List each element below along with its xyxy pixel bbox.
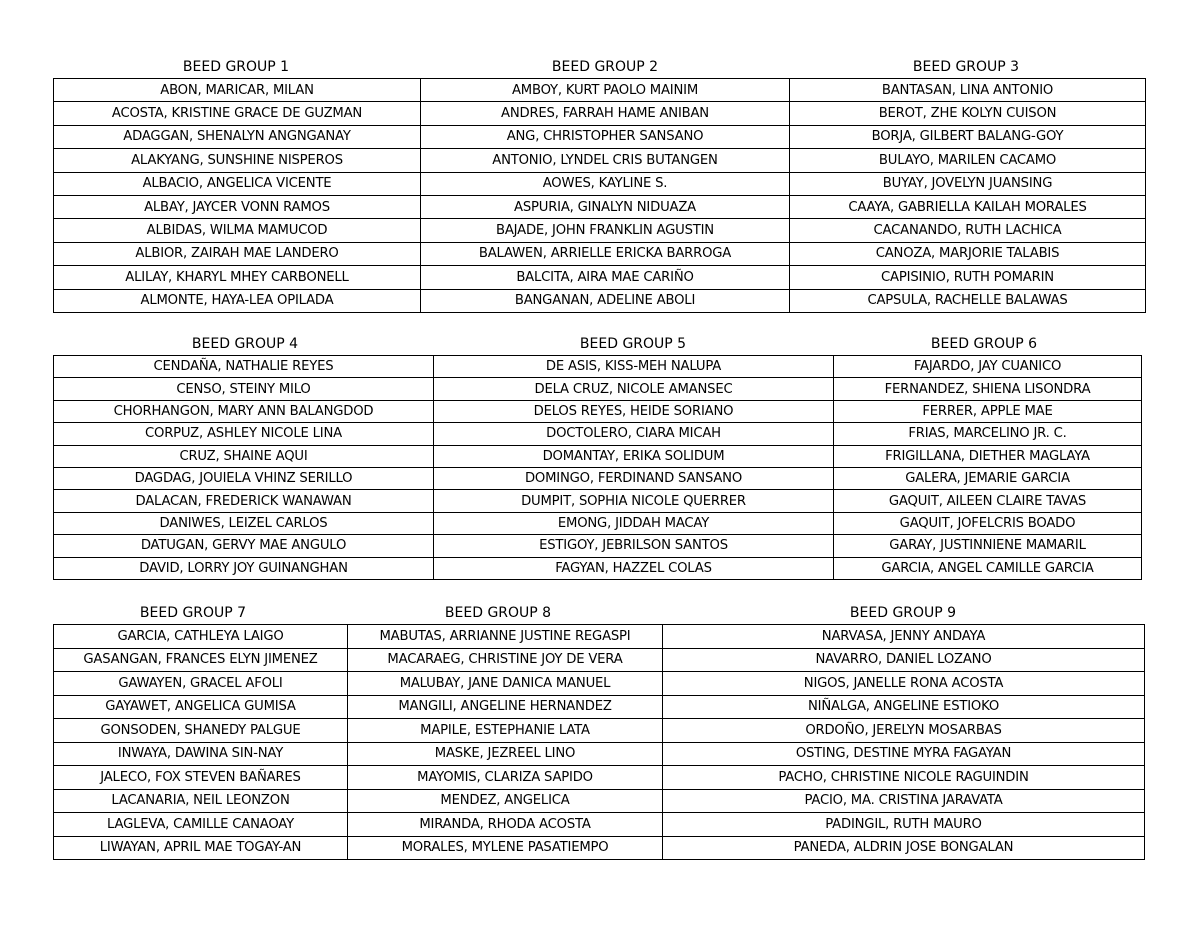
group-title: BEED GROUP 6 [930, 336, 1038, 352]
student-name: OSTING, DESTINE MYRA FAGAYAN [663, 742, 1145, 766]
group-headers [53, 333, 1141, 355]
table-row [54, 125, 1146, 148]
student-name: MORALES, MYLENE PASATIEMPO [348, 836, 663, 860]
student-name: PANEDA, ALDRIN JOSE BONGALAN [663, 836, 1145, 860]
student-name: ASPURIA, GINALYN NIDUAZA [421, 195, 790, 218]
group-block-1 [53, 56, 1146, 313]
student-name: MABUTAS, ARRIANNE JUSTINE REGASPI [348, 625, 663, 649]
student-name: DOCTOLERO, CIARA MICAH [434, 423, 834, 445]
student-name: ABON, MARICAR, MILAN [54, 79, 421, 102]
student-name: ORDOÑO, JERELYN MOSARBAS [663, 719, 1145, 743]
roster-table [53, 624, 1145, 860]
student-name: NIGOS, JANELLE RONA ACOSTA [663, 672, 1145, 696]
student-name: BORJA, GILBERT BALANG-GOY [790, 125, 1146, 148]
student-name: FAJARDO, JAY CUANICO [834, 356, 1142, 378]
student-name: BEROT, ZHE KOLYN CUISON [790, 102, 1146, 125]
student-name: MAYOMIS, CLARIZA SAPIDO [348, 766, 663, 790]
student-name: BANTASAN, LINA ANTONIO [790, 79, 1146, 102]
student-name: ALAKYANG, SUNSHINE NISPEROS [54, 149, 421, 172]
student-name: NIÑALGA, ANGELINE ESTIOKO [663, 695, 1145, 719]
group-title: BEED GROUP 1 [182, 59, 290, 75]
student-name: CAPSULA, RACHELLE BALAWAS [790, 289, 1146, 312]
student-name: ADAGGAN, SHENALYN ANGNGANAY [54, 125, 421, 148]
student-name: FRIAS, MARCELINO JR. C. [834, 423, 1142, 445]
student-name: DE ASIS, KISS-MEH NALUPA [434, 356, 834, 378]
table-row [54, 719, 1145, 743]
student-name: CORPUZ, ASHLEY NICOLE LINA [54, 423, 434, 445]
table-row [54, 789, 1145, 813]
student-name: INWAYA, DAWINA SIN-NAY [54, 742, 348, 766]
student-name: CRUZ, SHAINE AQUI [54, 445, 434, 467]
table-row [54, 535, 1142, 557]
table-row [54, 423, 1142, 445]
student-name: CAAYA, GABRIELLA KAILAH MORALES [790, 195, 1146, 218]
student-name: ANTONIO, LYNDEL CRIS BUTANGEN [421, 149, 790, 172]
group-title: BEED GROUP 3 [912, 59, 1020, 75]
student-name: ESTIGOY, JEBRILSON SANTOS [434, 535, 834, 557]
student-name: CACANANDO, RUTH LACHICA [790, 219, 1146, 242]
student-name: ALMONTE, HAYA-LEA OPILADA [54, 289, 421, 312]
table-row [54, 356, 1142, 378]
student-name: DUMPIT, SOPHIA NICOLE QUERRER [434, 490, 834, 512]
student-name: EMONG, JIDDAH MACAY [434, 512, 834, 534]
student-name: MALUBAY, JANE DANICA MANUEL [348, 672, 663, 696]
student-name: GAYAWET, ANGELICA GUMISA [54, 695, 348, 719]
student-name: CENDAÑA, NATHALIE REYES [54, 356, 434, 378]
student-name: GARCIA, CATHLEYA LAIGO [54, 625, 348, 649]
student-name: LAGLEVA, CAMILLE CANAOAY [54, 813, 348, 837]
student-name: BULAYO, MARILEN CACAMO [790, 149, 1146, 172]
table-row [54, 266, 1146, 289]
group-block-3 [53, 602, 1145, 860]
table-row [54, 102, 1146, 125]
table-row [54, 242, 1146, 265]
student-name: GONSODEN, SHANEDY PALGUE [54, 719, 348, 743]
student-name: ALBACIO, ANGELICA VICENTE [54, 172, 421, 195]
table-row [54, 149, 1146, 172]
student-name: FERNANDEZ, SHIENA LISONDRA [834, 378, 1142, 400]
table-row [54, 625, 1145, 649]
student-name: GARAY, JUSTINNIENE MAMARIL [834, 535, 1142, 557]
student-name: AMBOY, KURT PAOLO MAINIM [421, 79, 790, 102]
student-name: NARVASA, JENNY ANDAYA [663, 625, 1145, 649]
student-name: CAPISINIO, RUTH POMARIN [790, 266, 1146, 289]
student-name: CANOZA, MARJORIE TALABIS [790, 242, 1146, 265]
student-name: DANIWES, LEIZEL CARLOS [54, 512, 434, 534]
roster-table [53, 78, 1146, 313]
group-title: BEED GROUP 8 [444, 605, 552, 621]
student-name: DELOS REYES, HEIDE SORIANO [434, 400, 834, 422]
student-name: GASANGAN, FRANCES ELYN JIMENEZ [54, 648, 348, 672]
table-row [54, 172, 1146, 195]
student-name: GARCIA, ANGEL CAMILLE GARCIA [834, 557, 1142, 579]
student-name: DAGDAG, JOUIELA VHINZ SERILLO [54, 467, 434, 489]
student-name: ALBIOR, ZAIRAH MAE LANDERO [54, 242, 421, 265]
student-name: BUYAY, JOVELYN JUANSING [790, 172, 1146, 195]
student-name: ALBAY, JAYCER VONN RAMOS [54, 195, 421, 218]
group-headers [53, 602, 1144, 624]
table-row [54, 742, 1145, 766]
table-row [54, 512, 1142, 534]
group-title: BEED GROUP 9 [849, 605, 957, 621]
student-name: DOMINGO, FERDINAND SANSANO [434, 467, 834, 489]
student-name: BALCITA, AIRA MAE CARIÑO [421, 266, 790, 289]
student-name: AOWES, KAYLINE S. [421, 172, 790, 195]
student-name: MENDEZ, ANGELICA [348, 789, 663, 813]
table-row [54, 79, 1146, 102]
student-name: NAVARRO, DANIEL LOZANO [663, 648, 1145, 672]
table-row [54, 445, 1142, 467]
student-name: PADINGIL, RUTH MAURO [663, 813, 1145, 837]
student-name: ALILAY, KHARYL MHEY CARBONELL [54, 266, 421, 289]
student-name: LACANARIA, NEIL LEONZON [54, 789, 348, 813]
student-name: PACIO, MA. CRISTINA JARAVATA [663, 789, 1145, 813]
group-headers [53, 56, 1145, 78]
student-name: DALACAN, FREDERICK WANAWAN [54, 490, 434, 512]
group-title: BEED GROUP 5 [579, 336, 687, 352]
student-name: ALBIDAS, WILMA MAMUCOD [54, 219, 421, 242]
student-name: MIRANDA, RHODA ACOSTA [348, 813, 663, 837]
table-row [54, 695, 1145, 719]
table-row [54, 766, 1145, 790]
student-name: DELA CRUZ, NICOLE AMANSEC [434, 378, 834, 400]
group-title: BEED GROUP 7 [139, 605, 247, 621]
table-row [54, 836, 1145, 860]
student-name: ANG, CHRISTOPHER SANSANO [421, 125, 790, 148]
student-name: BANGANAN, ADELINE ABOLI [421, 289, 790, 312]
student-name: FAGYAN, HAZZEL COLAS [434, 557, 834, 579]
student-name: GALERA, JEMARIE GARCIA [834, 467, 1142, 489]
student-name: GAWAYEN, GRACEL AFOLI [54, 672, 348, 696]
table-row [54, 219, 1146, 242]
student-name: DAVID, LORRY JOY GUINANGHAN [54, 557, 434, 579]
table-row [54, 672, 1145, 696]
student-name: ANDRES, FARRAH HAME ANIBAN [421, 102, 790, 125]
student-name: JALECO, FOX STEVEN BAÑARES [54, 766, 348, 790]
student-name: BAJADE, JOHN FRANKLIN AGUSTIN [421, 219, 790, 242]
student-name: MACARAEG, CHRISTINE JOY DE VERA [348, 648, 663, 672]
roster-table [53, 355, 1142, 580]
table-row [54, 400, 1142, 422]
student-name: GAQUIT, JOFELCRIS BOADO [834, 512, 1142, 534]
student-name: ACOSTA, KRISTINE GRACE DE GUZMAN [54, 102, 421, 125]
student-name: MAPILE, ESTEPHANIE LATA [348, 719, 663, 743]
table-row [54, 813, 1145, 837]
table-row [54, 467, 1142, 489]
student-name: CHORHANGON, MARY ANN BALANGDOD [54, 400, 434, 422]
table-row [54, 195, 1146, 218]
table-row [54, 289, 1146, 312]
student-name: PACHO, CHRISTINE NICOLE RAGUINDIN [663, 766, 1145, 790]
student-name: FERRER, APPLE MAE [834, 400, 1142, 422]
group-block-2 [53, 333, 1142, 580]
table-row [54, 490, 1142, 512]
table-row [54, 378, 1142, 400]
student-name: DATUGAN, GERVY MAE ANGULO [54, 535, 434, 557]
table-row [54, 648, 1145, 672]
student-name: LIWAYAN, APRIL MAE TOGAY-AN [54, 836, 348, 860]
table-row [54, 557, 1142, 579]
student-name: MASKE, JEZREEL LINO [348, 742, 663, 766]
student-name: FRIGILLANA, DIETHER MAGLAYA [834, 445, 1142, 467]
student-name: BALAWEN, ARRIELLE ERICKA BARROGA [421, 242, 790, 265]
student-name: GAQUIT, AILEEN CLAIRE TAVAS [834, 490, 1142, 512]
student-name: MANGILI, ANGELINE HERNANDEZ [348, 695, 663, 719]
group-title: BEED GROUP 4 [191, 336, 299, 352]
student-name: DOMANTAY, ERIKA SOLIDUM [434, 445, 834, 467]
student-name: CENSO, STEINY MILO [54, 378, 434, 400]
group-title: BEED GROUP 2 [551, 59, 659, 75]
